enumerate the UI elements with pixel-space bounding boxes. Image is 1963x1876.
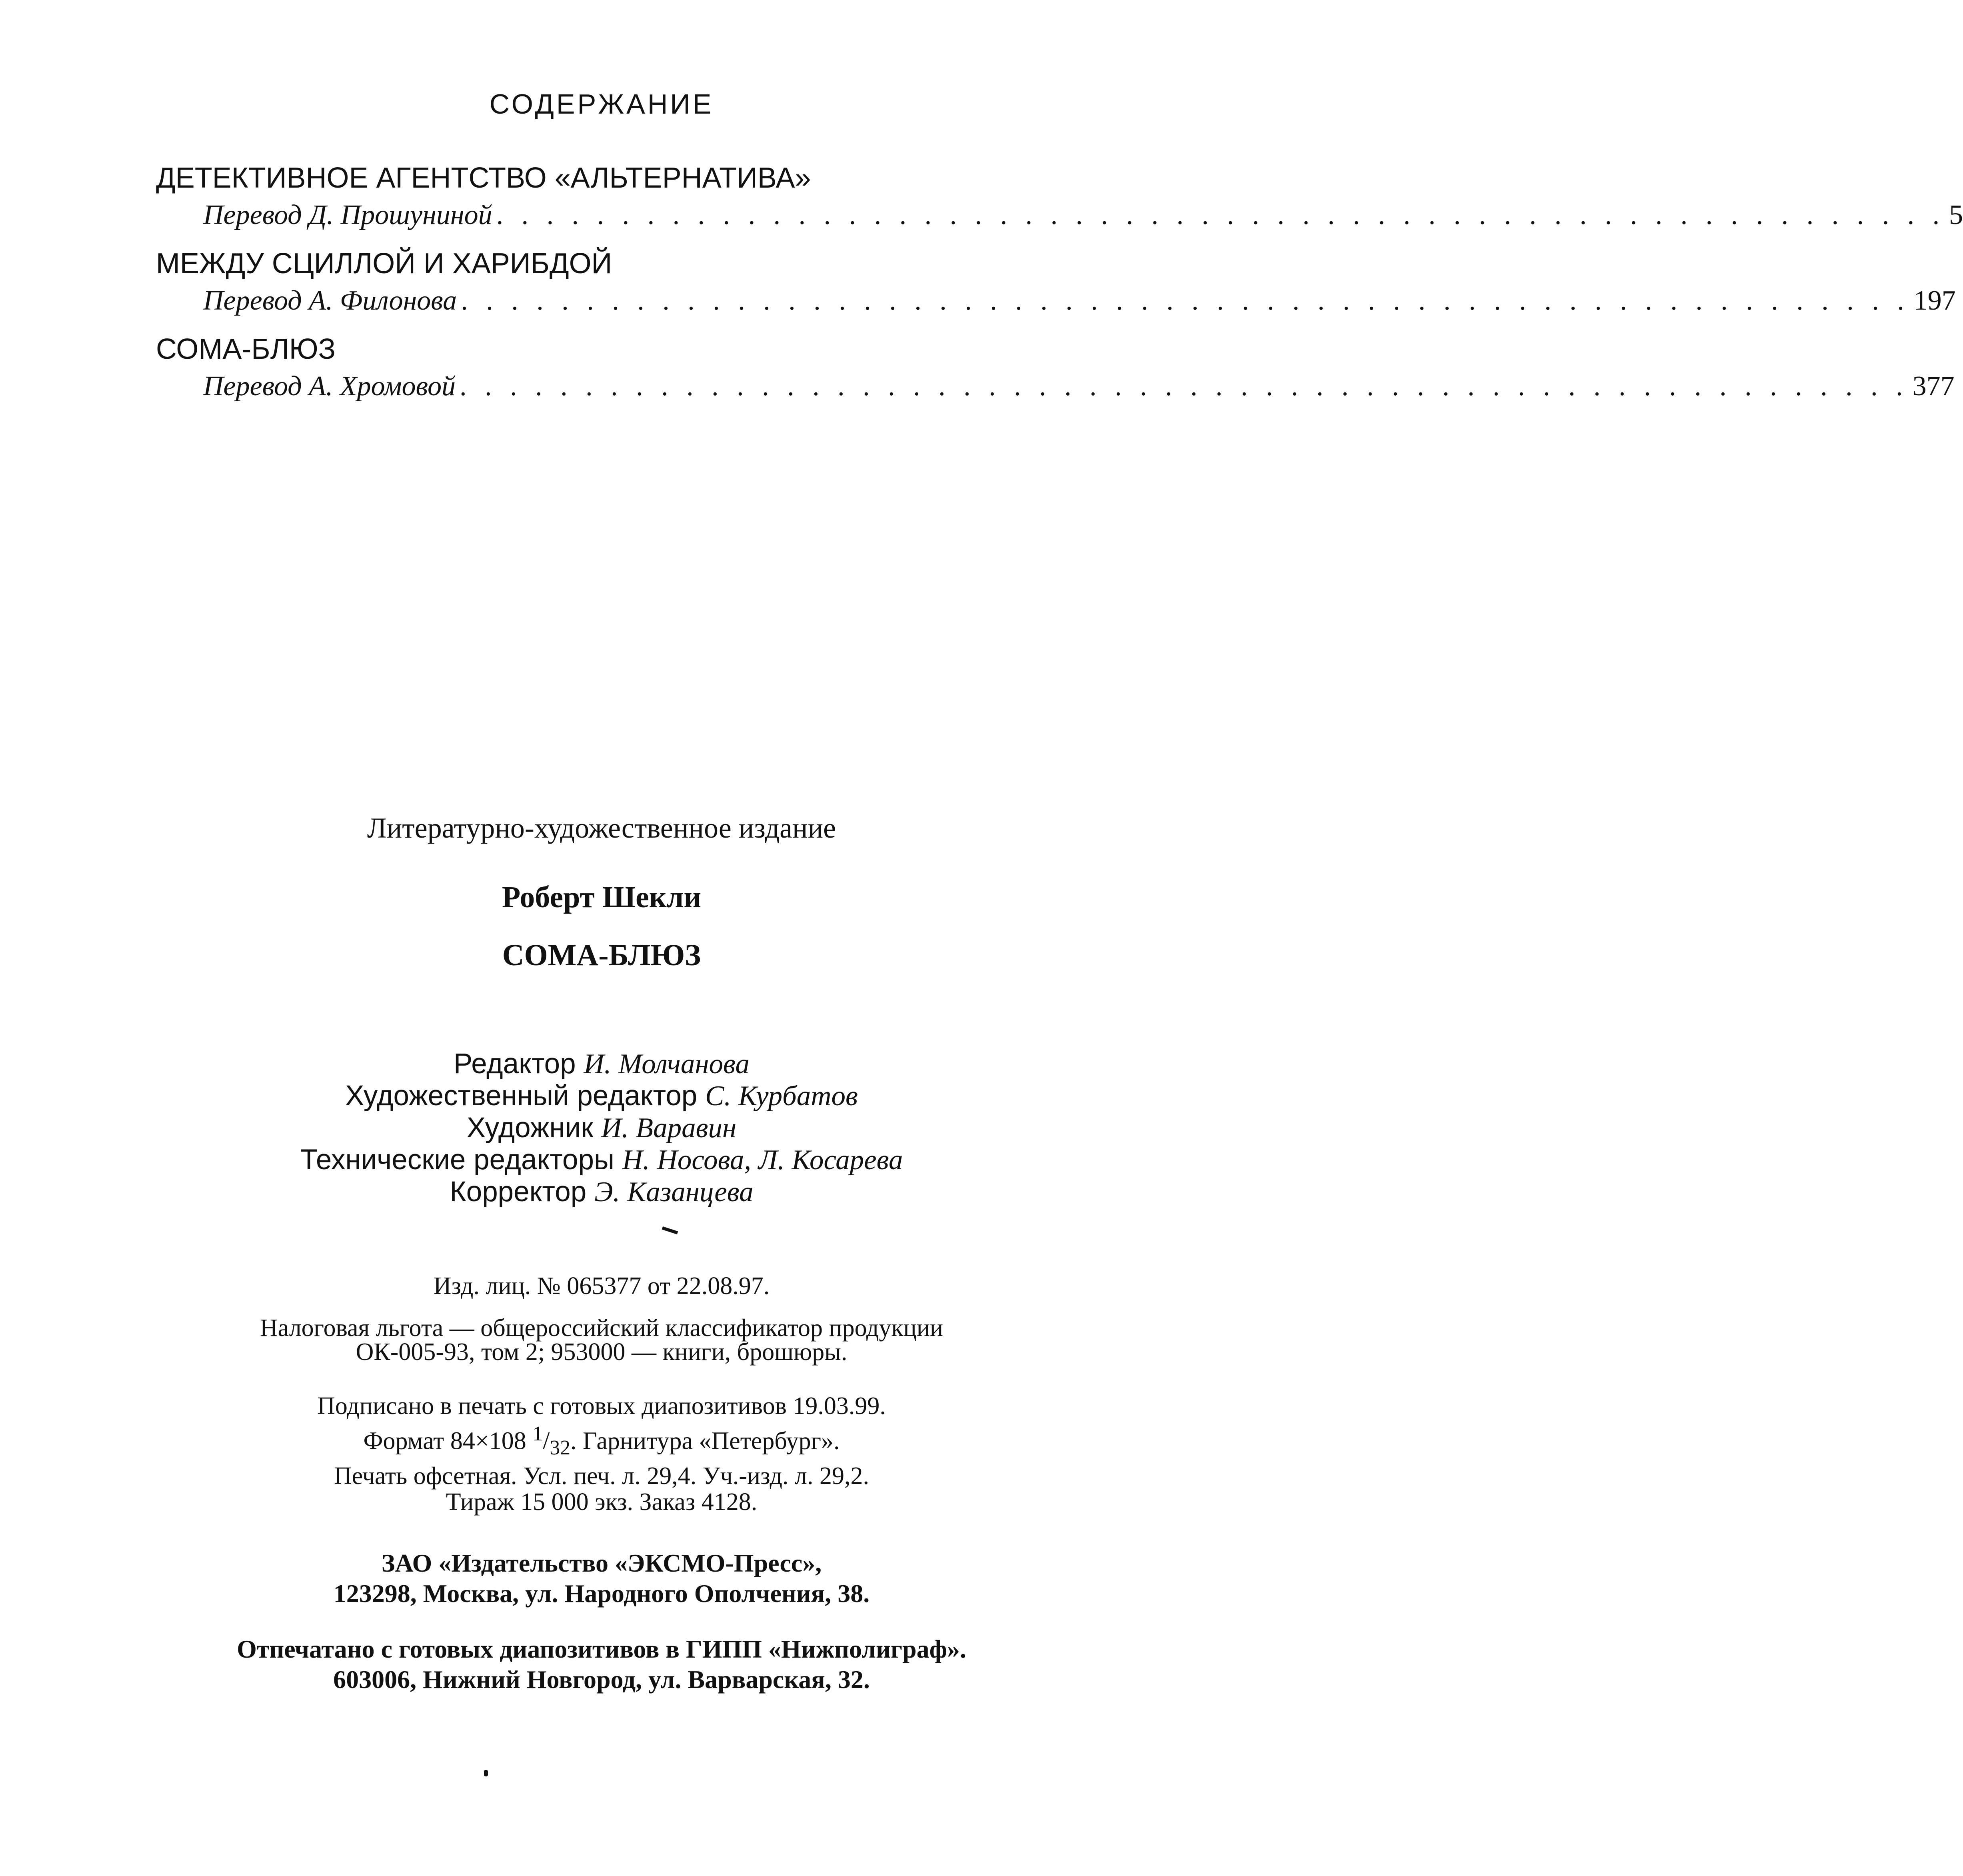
toc-entry-title: МЕЖДУ СЦИЛЛОЙ И ХАРИБДОЙ (156, 248, 612, 280)
print-mark (662, 1226, 678, 1234)
book-title: СОМА-БЛЮЗ (502, 938, 701, 972)
toc-entry-title: ДЕТЕКТИВНОЕ АГЕНТСТВО «АЛЬТЕРНАТИВА» (156, 162, 811, 194)
toc-entry (156, 329, 1955, 404)
tax-line: ОК-005-93, том 2; 953000 — книги, брошюры. (356, 1338, 848, 1366)
credit-person: И. Варавин (601, 1112, 737, 1144)
format-denominator: 32 (550, 1436, 571, 1460)
format-suffix: . Гарнитура «Петербург». (570, 1427, 840, 1455)
contents-heading: СОДЕРЖАНИЕ (489, 88, 714, 120)
toc-entry-page: 377 (1912, 371, 1955, 402)
credit-person: Н. Носова, Л. Косарева (622, 1144, 903, 1176)
print-details (0, 1392, 1203, 1490)
toc-entry-line (156, 284, 1956, 318)
author-name: Роберт Шекли (502, 880, 702, 914)
credit-line (0, 1176, 1203, 1208)
toc-entry-page: 197 (1913, 285, 1956, 316)
publisher-name: ЗАО «Издательство «ЭКСМО-Пресс», (381, 1549, 822, 1577)
printer-block (0, 1634, 1203, 1695)
printer-name: Отпечатано с готовых диапозитивов в ГИПП «Нижполиграф». (237, 1635, 966, 1663)
print-type-line: Печать офсетная. Усл. печ. л. 29,4. Уч.-изд. л. 29,2. (334, 1462, 869, 1490)
format-prefix: Формат 84×108 (363, 1427, 533, 1455)
toc-leader-dots: . . . . . . . . . . . . . . . . . . . . . . . . . . . . . . . . . . . . . . . . . . . . . . . . . . . . . . . . . . (460, 371, 1909, 402)
credit-role: Технические редакторы (300, 1144, 615, 1176)
credit-role: Художник (466, 1112, 594, 1144)
credit-line (0, 1080, 1203, 1112)
table-of-contents (156, 158, 1963, 415)
signed-line: Подписано в печать с готовых диапозитивов 19.03.99. (317, 1392, 886, 1420)
credit-line (0, 1048, 1203, 1080)
print-speck (484, 1770, 488, 1776)
toc-entry-line (156, 369, 1955, 404)
toc-entry-translator: Перевод Д. Прошуниной (203, 200, 492, 230)
credit-person: Э. Казанцева (594, 1176, 754, 1208)
credit-person: И. Молчанова (584, 1048, 750, 1080)
toc-leader-dots: . . . . . . . . . . . . . . . . . . . . . . . . . . . . . . . . . . . . . . . . . . . . . . . . . . . . . . . . . . (496, 200, 1945, 230)
toc-entry (156, 244, 1956, 318)
tax-exemption (0, 1316, 1203, 1364)
format-line: Формат 84×108 $^1/_{32}$. Гарнитура «Петербург». (363, 1422, 840, 1460)
toc-leader-dots: . . . . . . . . . . . . . . . . . . . . . . . . . . . . . . . . . . . . . . . . . . . . . . . . . . . . . . . . . . (461, 285, 1910, 316)
credit-person: С. Курбатов (705, 1080, 858, 1112)
publisher-block (0, 1548, 1203, 1609)
license-line: Изд. лиц. № 065377 от 22.08.97. (433, 1272, 770, 1300)
toc-entry-translator: Перевод А. Филонова (203, 285, 457, 316)
toc-entry-translator: Перевод А. Хромовой (203, 371, 456, 402)
credit-role: Корректор (450, 1176, 587, 1208)
tax-line: Налоговая льгота — общероссийский классификатор продукции (260, 1314, 944, 1342)
credit-line (0, 1112, 1203, 1144)
toc-entry-line (156, 198, 1963, 232)
edition-type: Литературно-художественное издание (367, 812, 836, 844)
printer-address: 603006, Нижний Новгород, ул. Варварская, 32. (333, 1665, 870, 1694)
toc-entry-title: СОМА-БЛЮЗ (156, 333, 336, 365)
credit-role: Редактор (454, 1048, 576, 1080)
toc-entry (156, 158, 1963, 232)
credits-block (0, 1048, 1203, 1208)
publisher-address: 123298, Москва, ул. Народного Ополчения, 38. (333, 1579, 870, 1608)
circulation-line: Тираж 15 000 экз. Заказ 4128. (446, 1488, 758, 1516)
credit-role: Художественный редактор (345, 1080, 698, 1112)
format-numerator: 1 (532, 1422, 543, 1445)
toc-entry-page: 5 (1949, 200, 1963, 230)
credit-line (0, 1144, 1203, 1176)
